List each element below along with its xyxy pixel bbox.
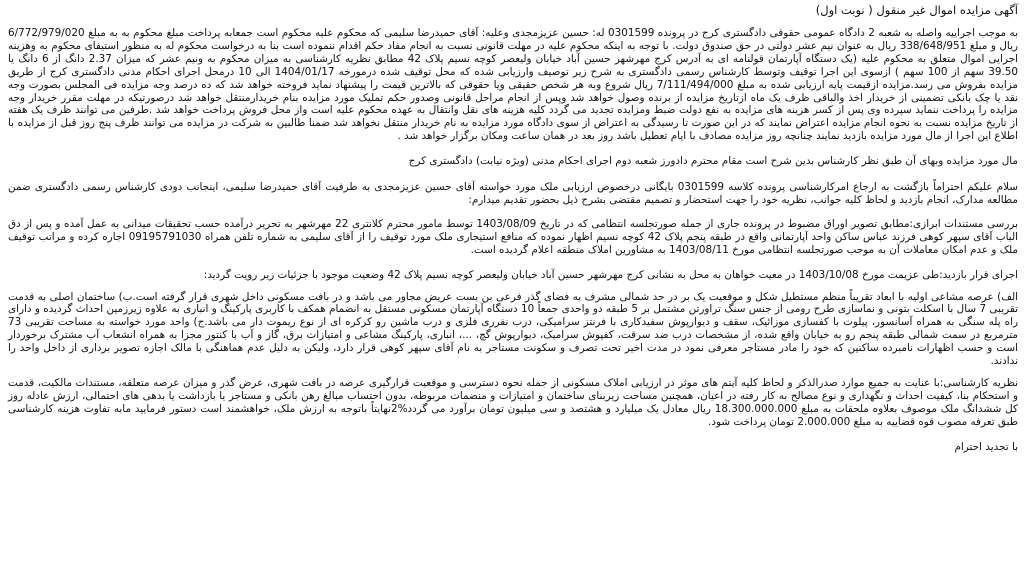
paragraph-expert-opinion: نظریه کارشناسی:با عنایت به جمیع موارد صدرالذکر و لحاظ کلیه آیتم های موثر در ارزیابی املاک مسکونی از جمله نحوه دسترسی و موقعیت قرارگیری عرصه در بافت شهری، عرض گذر و میزان عرصه متعلقه، مستندات مالکیت، قدمت و استحکام بنا، کیفیت احداث و نگهداری و نوع مصالح به کار رفته در اعیان، همچنین مساحت زیربنای ساختمان و امتیازات و منضمات مربوطه، بدون احتساب مبالغ رهن بانکی و مستاجر یا بازداشت یا بدهی های احتمالی، ارزش عادله روز کل ششدانگ ملک موصوف بعلاوه ملحقات به مبلغ 18.300.000.000 ریال معادل یک میلیارد و هشتصد و سی میلیون تومان برآورد می گردد%2نهایتاً باتوجه به ارزش ملک، خواهشمند است دستور فرمایید مابه تفاوت هزینه کارشناسی طبق تعرفه مصوب قوه قضاییه به مبلغ 2.000.000 تومان پرداخت شود. [8, 376, 1018, 428]
paragraph-documents-review: بررسی مستندات ابرازی:مطابق تصویر اوراق مضبوط در پرونده جاری از جمله صورتجلسه انتظامی که در تاریخ 1403/08/09 توسط مامور محترم کلانتری 22 مهرشهر به تحریر درآمده حسب تحقیقات میدانی به عمل آمده و پس از دق الباب آقای سپهر کوهی فرزند عباس ساکن واحد آپارتمانی واقع در طبقه پنجم پلاک 42 کوچه نسیم اظهار نموده که منافع استیجاری ملک مورد توقیف را از آقای سلیمی به شماره تلفن همراه 09195791030 اجاره کرده و مراتب توقیف ملک و عدم امکان معاملات آن به موجب صورتجلسه انتظامی مورخ 1403/08/11 به مشاورین املاک منطقه اعلام گردیده است. [8, 217, 1018, 256]
paragraph-auction-terms: به موجب اجراییه واصله به شعبه 2 دادگاه عمومی حقوقی دادگستری کرج در پرونده 0301599 له: حسین عزیزمجدی وعلیه: آقای حمیدرضا سلیمی که محکوم علیه محکوم است جمعابه پرداخت مبلغ محکوم به به مبلغ 6/772/979/020 ریال و مبلغ 338/648/951 ریال به عنوان نیم عشر دولتی در حق صندوق دولت. با توجه به اینکه محکوم علیه در مهلت قانونی نسبت به انجام مفاد حکم اقدام ننموده است بنا به درخواست محکوم له به منظور استیفای محکوم به وهزینه اجرایی اموال متعلق به محکوم علیه (یک دستگاه آپارتمان قولنامه ای به آدرس کرج مهرشهر حسین آباد خیابان ولیعصر کوچه نسیم پلاک 42 مطابق نظریه کارشناسی به میزان محکوم به ونیم عشر که میزان 2.37 دانگ از 6 دانگ یا 39.50 سهم از 100 سهم ) ازسوی این اجرا توقیف وتوسط کارشناس رسمی دادگستری به شرح زیر توصیف وارزیابی شده که محل توقیف شده درمورخه 1404/01/17 الی 10 درمحل اجرای احکام مدنی دادگستری کرج از طریق مزایده بفروش می رسد.مزایده ازقیمت پایه ارزیابی شده به مبلغ 7/111/494/000 ریال شروع وبه هر شخص حقیقی ویا حقوقی که بالاترین قیمت را پیشنهاد نماید فروخته خواهد شد که ده درصد وجه مزایده فی المجلس بصورت وجه نقد یا چک بانکی تضمینی از خریدار اخذ والباقی ظرف یک ماه ازتاریخ مزایده از برنده وصول خواهد شد وپس از انجام مراحل قانونی وصدور حکم تملیک مورد مزایده بنام خریدارمنتقل خواهد شد درصورتیکه در مهلت مقرر خریدار وجه مزایده را پرداخت ننماید سپرده وی پس از کسر هزینه های مزایده به نفع دولت ضبط ومزایده تجدید می گردد کلیه هزینه های نقل وانتقال به عهده محکوم علیه است واز محل فروش پرداخت خواهد شد .طرفین می توانند ظرف یک هفته از تاریخ مزایده نسبت به نحوه انجام مزایده اعتراض نمایند که در این صورت تا رسیدگی به اعتراض از سوی دادگاه مورد مزایده به نام خریدار منتقل نخواهد شد ضمنا طالبین به شرکت در مزایده می توانند ظرف پنج روز قبل از مزایده با اطلاع این اجرا از مال مورد مزایده بازدید نمایند چنانچه روز مزایده مصادف با ایام تعطیل باشد روز بعد در همان ساعت ومکان برگزار خواهد شد . [8, 27, 1019, 143]
paragraph-property-description: الف) عرصه مشاعی اولیه با ابعاد تقریباً منظم مستطیل شکل و موقعیت یک بر در حد شمالی مشرف به فضای گذر فرعی بن بست عریض مجاور می باشد و در بافت مسکونی داخل شهری قرار گرفته است.ب) ساختمان اصلی به قدمت تقریبی 7 سال با اسکلت بتونی و نماسازی طرح رومی از جنس سنگ تراورتن مشتمل بر 5 طبقه دو واحدی جمعاً 10 دستگاه آپارتمان مسکونی مستقل به انضمام همکف با کاربری پارکینگ و انباری به علاوه زیرزمین احداث گردیده و دارای راه پله سنگی به همراه آسانسور، پیلوت با کفسازی موزائیک، سقف و دیوارپوش سفیدکاری با فرنتز سرامیکی، درب نفرری فلزی و درب ماشین رو کرکره ای از نوع ریموت دار می باشد.ج) واحد مورد خواسته به مساحت تقریبی 73 مترمربع در سمت شمالی طبقه پنجم رو به خیابان واقع شده، از مشخصات درب ضد سرقت، کفپوش سرامیک، دیوارپوش گچ، ...، انباری، پارکینگ مشاعی و امتیازات برق، گاز و آب با کنتور مجزا به همراه انشعاب آب مشترک برخوردار است و حسب اظهارات نامبرده ساکنین که خود را مادر مستاجر معرفی نمود در مدت اخیر تحت تصرف و سکونت مستاجر به نام آقای سپهر کوهی قرار دارد، ولیکن به دلیل عدم هماهنگی با مالک اجازه تصویر برداری از داخل واحد را ندادند. [8, 290, 1018, 368]
closing-line: با تجدید احترام [954, 440, 1018, 453]
paragraph-property-intro: مال مورد مزایده وبهای آن طبق نظر کارشناس بدین شرح است مقام محترم دادورز شعبه دوم اجرای احکام مدنی (ویژه نیابت) دادگستری کرج [408, 155, 1018, 168]
paragraph-greeting: سلام علیکم احتراماً بازگشت به ارجاع امرکارشناسی پرونده کلاسه 0301599 بایگانی درخصوص ارزیابی ملک مورد خواسته آقای حسین عزیزمجدی به طرفیت آقای حمیدرضا سلیمی، اینجانب دودی کارشناس رسمی دادگستری ضمن مطالعه مدارک، انجام بازدید و لحاظ کلیه جوانب، نظریه خود را جهت استحضار و تصمیم مقتضی بشرح ذیل بحضور تقدیم میدارم: [8, 181, 1018, 206]
paragraph-site-visit: اجرای قرار بازدید:طی عزیمت مورخ 1403/10/08 در معیت خواهان به محل به نشانی کرج مهرشهر حسین آباد خیابان ولیعصر کوچه نسیم پلاک 42 وضعیت موجود با جزئیات زیر رویت گردید: [203, 268, 1018, 281]
notice-title: آگهی مزایده اموال غیر منقول ( نوبت اول) [815, 3, 1018, 17]
